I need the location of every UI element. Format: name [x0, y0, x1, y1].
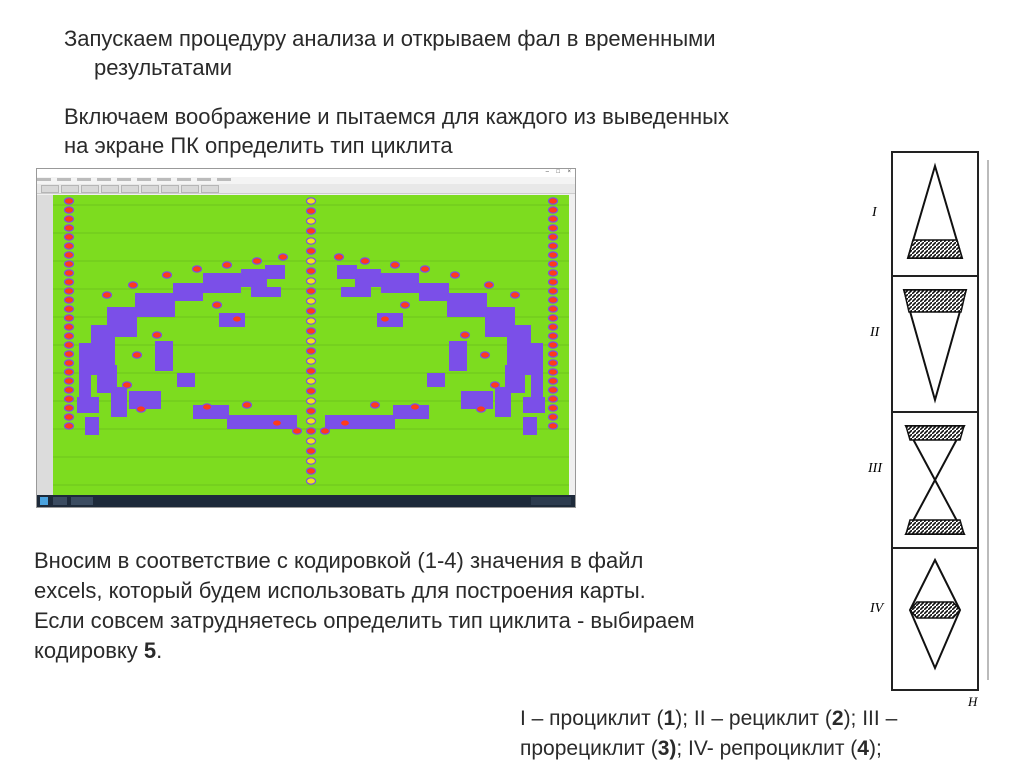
dot-marker: [361, 258, 370, 264]
dot-marker: [549, 405, 558, 411]
dot-marker: [421, 266, 430, 272]
window-menubar: [37, 177, 575, 184]
heading2-line2: на экране ПК определить тип циклита: [64, 133, 453, 158]
cluster-block: [523, 397, 545, 413]
para-line2: excels, который будем использовать для построения карты.: [34, 578, 646, 603]
dot-marker: [123, 382, 132, 388]
cluster-block: [155, 341, 173, 371]
dot-marker: [65, 396, 74, 402]
dot-marker: [549, 216, 558, 222]
dot-marker: [65, 252, 74, 258]
cluster-block: [341, 287, 371, 297]
dot-marker: [293, 428, 302, 434]
dot-marker: [65, 297, 74, 303]
dot-marker: [549, 297, 558, 303]
dot-marker: [133, 352, 142, 358]
dot-marker: [381, 316, 390, 322]
toolbar-button: [81, 185, 99, 193]
dot-marker: [307, 268, 316, 274]
dot-marker: [307, 458, 316, 464]
taskbar-tray: [531, 497, 571, 505]
dot-marker: [549, 243, 558, 249]
dot-marker: [549, 315, 558, 321]
heading-open-file: [64, 24, 944, 82]
cluster-block: [79, 343, 91, 403]
cluster-block: [447, 293, 487, 317]
para-line4-suffix: .: [156, 638, 163, 663]
dot-marker: [65, 234, 74, 240]
dot-marker: [371, 402, 380, 408]
dot-marker: [65, 342, 74, 348]
anomaly-plot: [37, 195, 575, 495]
window-toolbar: [37, 184, 575, 194]
menu-item: [117, 178, 131, 181]
dot-marker: [411, 404, 420, 410]
label-type-iii: III: [868, 461, 882, 476]
toolbar-button: [101, 185, 119, 193]
dot-marker: [549, 225, 558, 231]
cluster-block: [531, 343, 543, 403]
dot-marker: [307, 318, 316, 324]
toolbar-button: [181, 185, 199, 193]
dot-marker: [65, 306, 74, 312]
menu-item: [77, 178, 91, 181]
legend-text: I – проциклит (: [520, 707, 664, 730]
legend-code-4: 4: [857, 737, 869, 760]
cluster-block: [427, 373, 445, 387]
legend-text: прорециклит (: [520, 737, 658, 760]
dot-marker: [65, 324, 74, 330]
dot-marker: [451, 272, 460, 278]
cluster-block: [495, 387, 511, 417]
dot-marker: [65, 279, 74, 285]
label-type-ii: II: [870, 325, 880, 340]
legend-text: ; IV- репроциклит (: [676, 737, 858, 760]
dot-marker: [549, 207, 558, 213]
cluster-block: [485, 307, 515, 337]
dot-marker: [307, 238, 316, 244]
dot-marker: [129, 282, 138, 288]
dot-marker: [273, 420, 282, 426]
cyclite-type-ii: [904, 290, 966, 400]
dot-marker: [65, 351, 74, 357]
dot-marker: [341, 420, 350, 426]
dot-marker: [65, 378, 74, 384]
heading1-line1: Запускаем процедуру анализа и открываем фал в временными: [64, 26, 716, 51]
maximize-icon: □: [556, 169, 560, 175]
cluster-block: [129, 391, 161, 409]
cluster-block: [523, 417, 537, 435]
dot-marker: [307, 358, 316, 364]
dot-marker: [549, 414, 558, 420]
label-h: H: [968, 694, 978, 709]
para-line4-prefix: кодировку: [34, 638, 144, 663]
dot-marker: [549, 279, 558, 285]
dot-marker: [153, 332, 162, 338]
dot-marker: [549, 198, 558, 204]
dot-marker: [253, 258, 262, 264]
cluster-block: [173, 283, 203, 301]
cluster-block: [265, 265, 285, 279]
menu-item: [37, 178, 51, 181]
dot-marker: [481, 352, 490, 358]
dot-marker: [549, 423, 558, 429]
heading2-line1: Включаем воображение и пытаемся для каждого из выведенных: [64, 104, 729, 129]
dot-marker: [307, 208, 316, 214]
windows-start-icon: [40, 497, 48, 505]
dot-marker: [233, 316, 242, 322]
dot-marker: [223, 262, 232, 268]
legend-text: ); II – рециклит (: [675, 707, 832, 730]
dot-marker: [65, 243, 74, 249]
toolbar-button: [41, 185, 59, 193]
label-type-iv: IV: [870, 601, 884, 616]
cluster-block: [419, 283, 449, 301]
dot-marker: [549, 252, 558, 258]
dot-marker: [307, 328, 316, 334]
dot-marker: [65, 207, 74, 213]
toolbar-button: [141, 185, 159, 193]
dot-marker: [137, 406, 146, 412]
dot-marker: [549, 342, 558, 348]
dot-marker: [103, 292, 112, 298]
cluster-block: [107, 307, 137, 337]
dot-marker: [65, 261, 74, 267]
legend-code-3: 3): [657, 737, 677, 760]
dot-marker: [549, 360, 558, 366]
dot-marker: [307, 348, 316, 354]
dot-marker: [461, 332, 470, 338]
dot-marker: [307, 298, 316, 304]
dot-marker: [65, 315, 74, 321]
close-icon: ×: [567, 169, 571, 175]
dot-marker: [203, 404, 212, 410]
menu-item: [197, 178, 211, 181]
dot-marker: [307, 258, 316, 264]
para-line3: Если совсем затрудняетесь определить тип циклита - выбираем: [34, 608, 695, 633]
dot-marker: [243, 402, 252, 408]
dot-marker: [307, 448, 316, 454]
dot-marker: [65, 414, 74, 420]
menu-item: [137, 178, 151, 181]
dot-marker: [307, 388, 316, 394]
menu-item: [57, 178, 71, 181]
dot-marker: [65, 270, 74, 276]
dot-marker: [65, 405, 74, 411]
dot-marker: [307, 248, 316, 254]
cluster-block: [77, 397, 99, 413]
dot-marker: [65, 198, 74, 204]
dot-marker: [307, 368, 316, 374]
cluster-block: [381, 273, 419, 293]
dot-marker: [511, 292, 520, 298]
menu-item: [97, 178, 111, 181]
cluster-block: [227, 415, 297, 429]
dot-marker: [193, 266, 202, 272]
dot-marker: [307, 198, 316, 204]
dot-marker: [307, 218, 316, 224]
dot-marker: [65, 387, 74, 393]
dot-marker: [549, 333, 558, 339]
dot-marker: [549, 234, 558, 240]
dot-marker: [307, 278, 316, 284]
code-five: 5: [143, 638, 157, 663]
cluster-block: [111, 387, 127, 417]
cluster-block: [325, 415, 395, 429]
dot-marker: [477, 406, 486, 412]
cluster-block: [337, 265, 357, 279]
analysis-window-screenshot: [36, 168, 576, 508]
dot-marker: [549, 387, 558, 393]
dot-marker: [549, 324, 558, 330]
cluster-block: [85, 417, 99, 435]
dot-marker: [65, 216, 74, 222]
dot-marker: [307, 398, 316, 404]
minimize-icon: –: [545, 169, 549, 175]
dot-marker: [307, 468, 316, 474]
dot-marker: [65, 288, 74, 294]
dot-marker: [549, 378, 558, 384]
cluster-block: [203, 273, 241, 293]
legend-code-1: 1: [663, 707, 676, 730]
cluster-block: [241, 269, 267, 287]
dot-marker: [213, 302, 222, 308]
toolbar-button: [161, 185, 179, 193]
cluster-block: [135, 293, 175, 317]
cluster-block: [177, 373, 195, 387]
dot-marker: [65, 333, 74, 339]
instruction-paragraph: [34, 546, 894, 666]
cluster-block: [355, 269, 381, 287]
toolbar-button: [121, 185, 139, 193]
dot-marker: [65, 369, 74, 375]
dot-marker: [65, 423, 74, 429]
dot-marker: [549, 351, 558, 357]
heading-imagination: [64, 102, 964, 160]
dot-marker: [335, 254, 344, 260]
plot-axis-strip: [37, 195, 53, 495]
dot-marker: [307, 478, 316, 484]
dot-marker: [307, 408, 316, 414]
dot-marker: [307, 308, 316, 314]
cluster-block: [461, 391, 493, 409]
menu-item: [157, 178, 171, 181]
dot-marker: [163, 272, 172, 278]
cyclite-type-iv: [910, 560, 960, 668]
dot-marker: [549, 270, 558, 276]
toolbar-button: [61, 185, 79, 193]
dot-marker: [549, 396, 558, 402]
legend-text: ); III –: [843, 707, 898, 730]
menu-item: [217, 178, 231, 181]
dot-marker: [307, 228, 316, 234]
menu-item: [177, 178, 191, 181]
cyclite-legend: [520, 704, 1000, 764]
dot-marker: [307, 418, 316, 424]
dot-marker: [307, 428, 316, 434]
toolbar-button: [201, 185, 219, 193]
heading1-line2: результатами: [94, 55, 232, 80]
legend-code-2: 2: [831, 707, 844, 730]
legend-text: );: [868, 737, 882, 760]
dot-marker: [549, 288, 558, 294]
dot-marker: [307, 438, 316, 444]
dot-marker: [65, 360, 74, 366]
dot-marker: [307, 338, 316, 344]
cluster-block: [449, 341, 467, 371]
dot-marker: [307, 288, 316, 294]
cluster-block: [251, 287, 281, 297]
dot-marker: [549, 306, 558, 312]
cyclite-type-iii: [906, 426, 964, 534]
windows-taskbar: [37, 495, 575, 507]
taskbar-app: [53, 497, 67, 505]
cyclite-type-i: [908, 166, 962, 258]
dot-marker: [549, 369, 558, 375]
para-line1: Вносим в соответствие с кодировкой (1-4) значения в файл: [34, 548, 644, 573]
dot-marker: [485, 282, 494, 288]
dot-marker: [401, 302, 410, 308]
label-type-i: I: [872, 205, 877, 220]
window-titlebar: [37, 169, 575, 177]
dot-marker: [321, 428, 330, 434]
dot-marker: [549, 261, 558, 267]
dot-marker: [491, 382, 500, 388]
taskbar-app: [71, 497, 93, 505]
dot-marker: [65, 225, 74, 231]
dot-marker: [307, 378, 316, 384]
dot-marker: [391, 262, 400, 268]
dot-marker: [279, 254, 288, 260]
